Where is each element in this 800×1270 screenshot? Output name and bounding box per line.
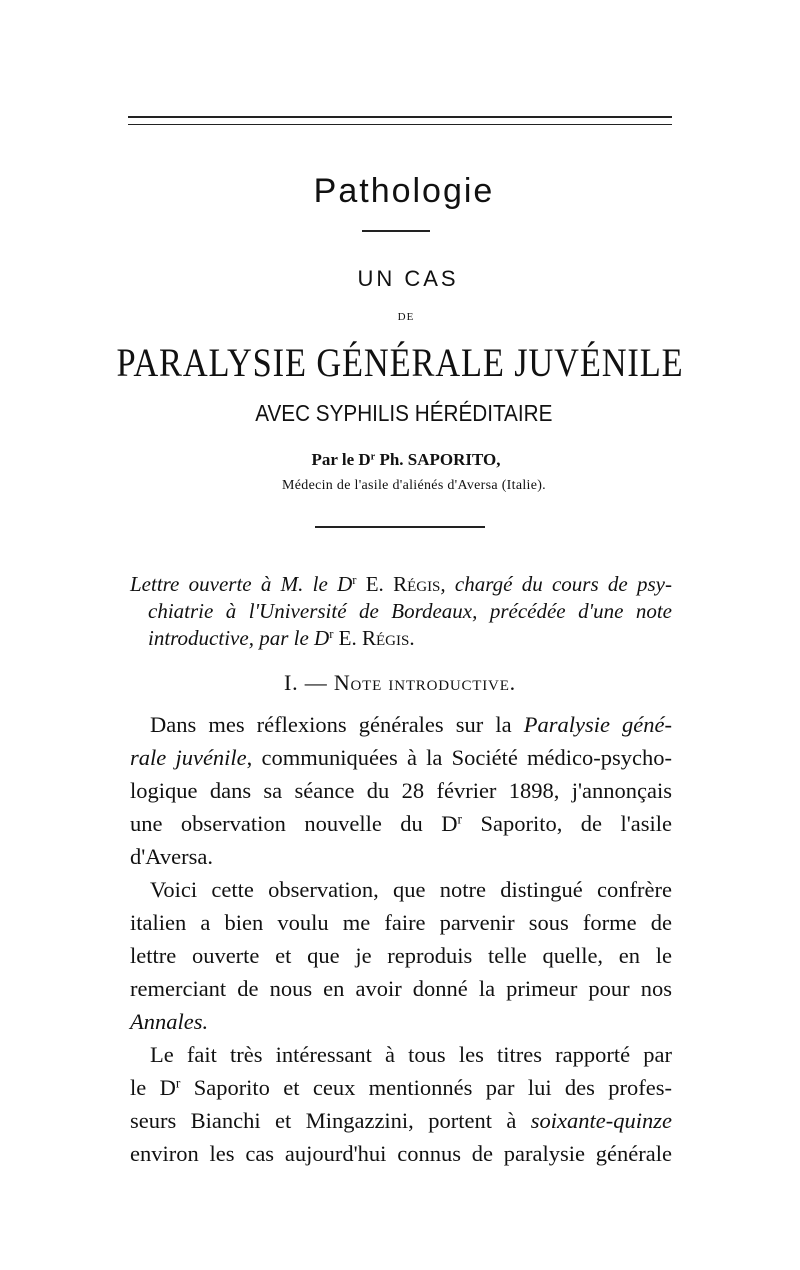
author-affiliation: Médecin de l'asile d'aliénés d'Aversa (Italie). bbox=[282, 478, 546, 493]
body-italic: soixante-quinze bbox=[530, 1108, 672, 1133]
intro-text: E. bbox=[356, 572, 394, 596]
p3-line-2 bbox=[130, 1071, 672, 1104]
intro-sup: r bbox=[329, 627, 334, 642]
intro-name-regis: Régis bbox=[361, 626, 410, 650]
p3-line-3 bbox=[130, 1104, 672, 1137]
body-text-run: Dans mes réflexions générales sur la bbox=[150, 712, 524, 737]
author-name: Ph. SAPORITO, bbox=[379, 450, 501, 469]
section-heading: I. — Note introductive. bbox=[284, 670, 516, 695]
intro-name-regis: Régis bbox=[393, 572, 441, 596]
body-italic: Annales. bbox=[130, 1009, 209, 1034]
intro-sup: r bbox=[352, 573, 357, 588]
body-text-run: Saporito et ceux mentionnés par lui des profes- bbox=[180, 1075, 672, 1100]
p1-line-4 bbox=[130, 807, 672, 840]
p1-line-3: logique dans sa séance du 28 février 1898, j'annonçais bbox=[130, 778, 672, 803]
body-text-run: le D bbox=[130, 1075, 176, 1100]
p2-line-5 bbox=[130, 1005, 672, 1038]
p2-line-3: lettre ouverte et que je reproduis telle quelle, en le bbox=[130, 943, 672, 968]
title-de: DE bbox=[397, 311, 415, 323]
intro-text: , chargé du cours de psy- bbox=[440, 572, 672, 596]
p1-line-1 bbox=[150, 708, 672, 741]
section-title: Pathologie bbox=[313, 172, 495, 210]
p2-line-2: italien a bien voulu me faire parvenir sous forme de bbox=[130, 910, 672, 935]
body-text-run: , communiquées à la Société médico-psycho- bbox=[246, 745, 672, 770]
intro-text: . bbox=[409, 626, 415, 650]
p2-line-1: Voici cette observation, que notre distingué confrère bbox=[150, 877, 672, 902]
title-sub: AVEC SYPHILIS HÉRÉDITAIRE bbox=[255, 400, 553, 426]
intro-line-2: chiatrie à l'Université de Bordeaux, précédée d'une note bbox=[148, 599, 672, 623]
body-sup: r bbox=[457, 811, 462, 827]
title-un-cas: UN CAS bbox=[357, 266, 459, 291]
author-prefix: Par le D bbox=[311, 450, 371, 469]
body-sup: r bbox=[175, 1075, 181, 1091]
intro-text: E. bbox=[333, 626, 362, 650]
body-italic: Paralysie géné- bbox=[523, 712, 672, 737]
body-text-run: seurs Bianchi et Mingazzini, portent à bbox=[130, 1108, 531, 1133]
body-italic: rale juvénile bbox=[130, 745, 247, 770]
intro-text: Lettre ouverte à M. le D bbox=[130, 572, 353, 596]
p1-line-5: d'Aversa. bbox=[130, 844, 213, 869]
body-text-run: une observation nouvelle du D bbox=[130, 811, 458, 836]
author-sup: r bbox=[370, 451, 376, 463]
intro-text: introductive, par le D bbox=[148, 626, 330, 650]
title-main: PARALYSIE GÉNÉRALE JUVÉNILE bbox=[116, 340, 684, 385]
p1-line-2 bbox=[130, 741, 672, 774]
p3-line-4: environ les cas aujourd'hui connus de paralysie générale bbox=[130, 1141, 672, 1166]
p2-line-4: remerciant de nous en avoir donné la primeur pour nos bbox=[130, 976, 672, 1001]
p3-line-1: Le fait très intéressant à tous les titres rapporté par bbox=[150, 1042, 672, 1067]
body-text-run: Saporito, de l'asile bbox=[462, 811, 672, 836]
